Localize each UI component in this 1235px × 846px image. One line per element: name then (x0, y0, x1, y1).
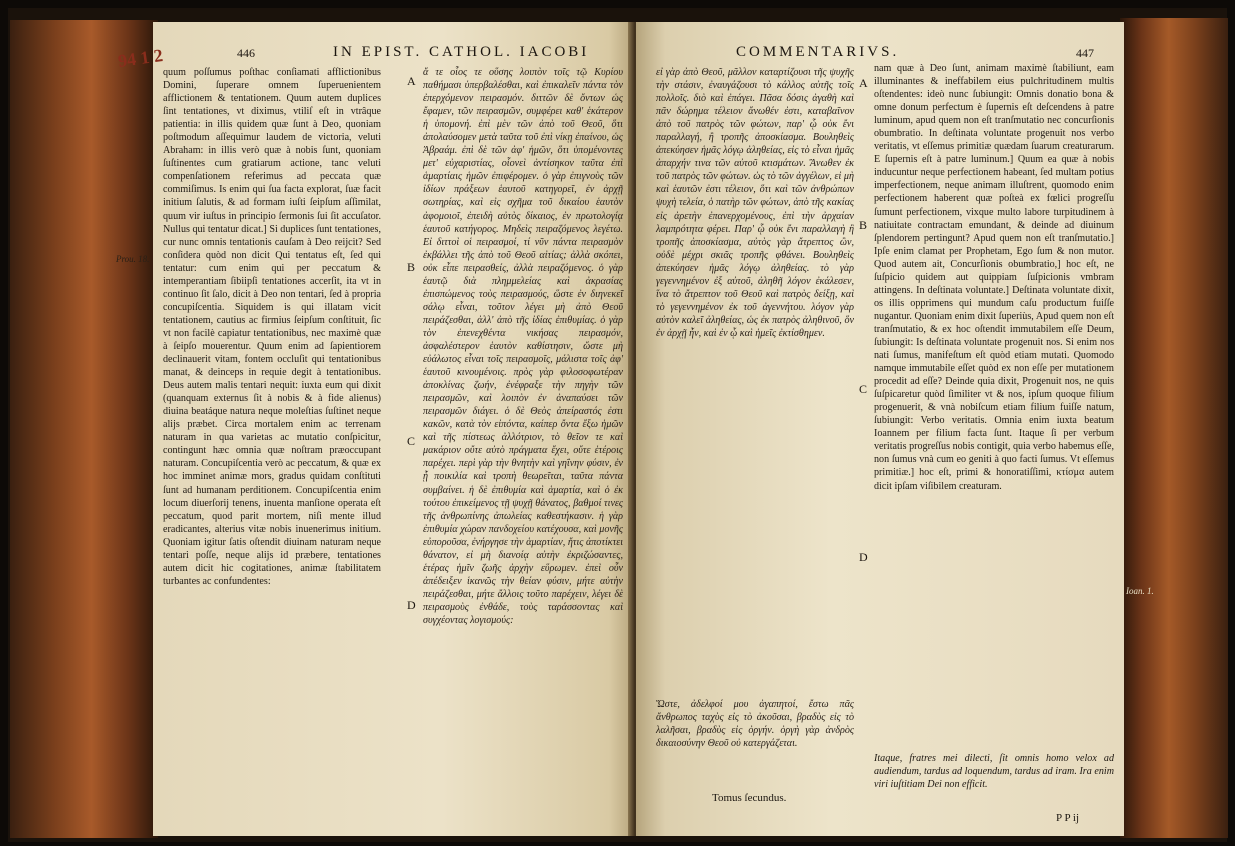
section-letter-c: C (407, 434, 416, 448)
section-letter-c: C (859, 382, 868, 396)
book-spread (8, 8, 1227, 842)
margin-note-right: Ioan. 1. (1126, 586, 1154, 596)
latin-column (163, 66, 381, 828)
catchword: Tomus ſecundus. (712, 792, 787, 804)
right-page-edges (1120, 18, 1228, 838)
section-letter-b: B (859, 218, 868, 232)
section-letter-d: D (407, 598, 416, 612)
left-page (153, 22, 633, 836)
running-head: IN EPIST. CATHOL. IACOBI (333, 44, 590, 60)
section-letter-a: A (407, 74, 416, 88)
margin-note-left: Prou. 18. (116, 254, 150, 264)
greek-verse-text: Ὥστε, ἀδελφοί μου ἀγαπητοί, ἔστω πᾶς ἄνθρωπος ταχὺς εἰς τὸ ἀκοῦσαι, βραδὺς εἰς τὸ λαλῆσαι, βραδὺς εἰς ὀργήν. ὀργὴ γὰρ ἀνδρὸς δικαιοσύνην Θεοῦ οὐ κατεργάζεται. (656, 699, 854, 750)
greek-column (656, 66, 854, 786)
greek-column (423, 66, 623, 828)
section-letter-a: A (859, 76, 868, 90)
margin-ink-annotation: 94 1 2 (116, 44, 165, 72)
latin-text: quum poſſumus poſthac conſiamati afflictionibus Domini, ſuperare omnem ſuperuenientem afflictionem & tentationem. Quum autem duplices ſint tentationes, vt diximus, vtiliſ eſt in vtrâque patientia: in illis quidem quæ ſunt à Deo, quoniam poſtmodum aſſequimur laudem de victoria, veluti Abraham: in illis verò quæ à nobis ſunt, quoniam ſuſtinentes cum gratiarum actione, tanc veluti compenſationem referimus ad peccata quæ commiſimus. Is enim qui ſua facta explorat, ſuæ facit initium ſalutis, & ad formam iuſti ſeipſum aſſimilat, quum vir iuſtus in principio ſermonis ſui ſit accuſator. Nullus qui tentatur dicat.] Si duplices ſunt tentationes, cur nunc omnis tentationis cauſam à Deo reijcit? Sed conſidera quòd non dicit Qui tentatus eſt, ſed qui tentatur: cum enim qui per peccatum & intemperantiam ſibiipſi tentationes accerſit, ita vt in continuo ſit ſalo, dicit à Deo non tentari, ſed à propria concupiſcentia. Siquidem is qui illatam vicit tentationem, cautius ac firmius ſeipſum conſtituit, ſic vt non facilè capiatur tentationibus, nec maximè quæ à ſeipſo mouerentur. Quum enim ad ſapientiorem declinauerit vitam, fontem occluſit qui tentationibus manat, & deinceps in requie degit à tentationibus. Deus autem malis tentari nequit: iuxta eum qui dixit (quanquam externus ſit à nobis & à fide alienus) diuina beatáque natura neque moleſtias ſuſtinet neque alijs præbet. Circa mortalem enim ac terrenam naturam in qua varietas ac mutatio conſpicitur, contingunt hæc omnia quæ noſtram præoccupant naturam. Concupiſcentia verò ac peccatum, & quæ ex hoc imminet animæ mors, gradus quidam conſtituti ſunt ad humanam perditionem. Concupiſcentia enim locum diuerſorij tenens, inuenta manſione operata eſt peccatum, quod parit mortem, niſi mente illud eradicantes, alterius vitæ nobis inuenerimus initium. Quoniam igitur ſatis oſtendit diuinam naturam neque tentari poſſe, neque alijs id præbere, tentationes autem dicit hic cogitationes, animæ ſtabilitatem turbantes ac confundentes: (163, 67, 381, 587)
latin-closing-verse (874, 752, 1114, 812)
page-number: 446 (237, 46, 255, 60)
section-letter-d: D (859, 550, 868, 564)
latin-column (874, 62, 1114, 798)
section-letter-b: B (407, 260, 416, 274)
running-head: COMMENTARIVS. (736, 44, 900, 60)
greek-text: ἅ τε οἷος τε οὕσης λοιπὸν τοῖς τῷ Κυρίου παθήμασι ὑπερβαλέσθαι, καὶ ἐπικαλεῖν πάντα τὸν ἐπερχόμενον πειρασμόν. διττῶν δὲ ὄντων ὡς ἔφαμεν, τῶν πειρασμῶν, συμφέρει καθ' ἑκάτερον ἡ ὑπομονή. ἐπὶ μὲν τῶν ἀπὸ τοῦ Θεοῦ, ὅτι ἀπολαύσομεν μετὰ ταῦτα τοῦ ἐπὶ νίκῃ ἐπαίνου, ὡς Ἀβραάμ. ἐπὶ δὲ τῶν ἀφ' ἡμῶν, ὅτι ὑπομένοντες μετ' εὐχαριστίας, οἷονεὶ ἀντίσηκον ταῦτα ἐπὶ ἁμαρτίαις ἡμῶν ἐπιφέρομεν. ὁ γὰρ ἐπιγνοὺς τῶν ἰδίων πράξεων ἑαυτοῦ κατηγορεῖ, ἐν ἀρχῇ σωτηρίας, καὶ εἰς σχῆμα τοῦ δικαίου ἑαυτὸν ἀφομοιοῖ, ἐπειδὴ αὐτὸς δίκαιος, ἐν πρωτολογίᾳ ἑαυτοῦ κατήγορος. Μηδεὶς πειραζόμενος λεγέτω. Εἰ διττοὶ οἱ πειρασμοί, τί νῦν πάντα πειρασμὸν ἐκβάλλει τῆς ἀπὸ τοῦ Θεοῦ αἰτίας; ἀλλὰ σκόπει, οὐκ εἶπε πειρασθείς, ἀλλὰ πειραζόμενος. ὁ γὰρ ἑαυτῷ διὰ πλημμελείας καὶ ἀκρασίας ἐπισπώμενος τοὺς πειρασμούς, ὥστε ἐν διηνεκεῖ σάλῳ εἶναι, τοῦτον λέγει μὴ ἀπὸ Θεοῦ πειράζεσθαι, ἀλλ' ἀπὸ τῆς ἰδίας ἐπιθυμίας. ὁ γὰρ τὸν ἐπενεχθέντα νικήσας πειρασμόν, ἀσφαλέστερον ἑαυτὸν καθίστησιν, ὥστε μὴ εὐάλωτος εἶναι τοῖς πειρασμοῖς, μάλιστα τοῖς ἀφ' ἑαυτοῦ κινουμένοις. πρὸς γὰρ φιλοσοφωτέραν ἀποκλίνας ζωήν, ἐνέφραξε τὴν πηγὴν τῶν πειρασμῶν, καὶ λοιπὸν ἐν ἀναπαύσει τῶν πειρασμῶν διάγει. ὁ δὲ Θεὸς ἀπείραστός ἐστι κακῶν, κατὰ τὸν εἰπόντα, καίπερ ὄντα ἔξω ἡμῶν καὶ τῆς πίστεως ἀλλότριον, τὸ θεῖον τε καὶ μακάριον οὔτε αὐτὸ πράγματα ἔχει, οὔτε ἑτέροις παρέχει. περὶ γὰρ τὴν θνητὴν καὶ γηΐνην φύσιν, ἐν ᾗ ποικιλία καὶ τροπὴ θεωρεῖται, ταῦτα πάντα συμβαίνει. ἡ δὲ ἐπιθυμία καὶ ἁμαρτία, καὶ ὁ ἐκ τούτου ἐπικείμενος τῇ ψυχῇ θάνατος, βαθμοί τινες τῆς ἀνθρωπίνης ἀπωλείας καθεστήκασιν. ἡ γὰρ ἐπιθυμία χώραν πανδοχείου κατέχουσα, καὶ μονῆς εὐποροῦσα, ἐνήργησε τὴν ἁμαρτίαν, ἥτις ἀποτίκτει θάνατον, εἰ μὴ διανοίᾳ αὐτὴν ἐκριζώσαντες, ἑτέρας ἡμῖν ζωῆς ἀρχὴν εὕρωμεν. ἐπεὶ οὖν ἀπέδειξεν ἱκανῶς τὴν θείαν φύσιν, μήτε αὐτὴν πειράζεσθαι, μήτε ἄλλοις τοῦτο παρέχειν, λέγει δὲ πειρασμοὺς ἐνθάδε, τοὺς ταράσσοντας καὶ συγχέοντας λογισμούς: (423, 67, 623, 626)
greek-closing-verse (656, 698, 854, 786)
latin-verse-text: Itaque, fratres mei dilecti, ſit omnis homo velox ad audiendum, tardus ad loquendum, tardus ad iram. Ira enim viri iuſtitiam Dei non efficit. (874, 753, 1114, 791)
greek-text: εἰ γὰρ ἀπὸ Θεοῦ, μᾶλλον καταρτίζουσι τῆς ψυχῆς τὴν στάσιν, ἐναυγάζουσι τὸ κάλλος αὐτῆς τοῖς πολλοῖς. διὸ καὶ ἐπάγει. Πᾶσα δόσις ἀγαθὴ καὶ πᾶν δώρημα τέλειον ἄνωθέν ἐστι, καταβαῖνον ἀπὸ τοῦ πατρὸς τῶν φώτων, παρ' ᾧ οὐκ ἔνι παραλλαγή, ἢ τροπῆς ἀποσκίασμα. Βουληθεὶς ἀπεκύησεν ἡμᾶς λόγῳ ἀληθείας, εἰς τὸ εἶναι ἡμᾶς ἀπαρχήν τινα τῶν αὐτοῦ κτισμάτων. Ἄνωθεν ἐκ τοῦ πατρὸς τῶν φώτων. ὡς τὸ τῶν ἀγγέλων, εἰ μὴ καὶ ἑαυτῶν ἐστι τέλειον, ὅτι καὶ τῶν ἀνθρώπων ψυχὴ τελεία, ὁ πατὴρ τῶν φώτων, ἀπὸ τῆς κακίας εἰς ἀρετὴν ἐπανερχομένους, ἐπὶ τὴν ἀρχαίαν λαμπρότητα φέρει. Παρ' ᾧ οὐκ ἔνι παραλλαγὴ ἢ τροπῆς ἀποσκίασμα, αὐτὸς γὰρ ἄτρεπτος ὢν, οὐδὲ μέχρι σκιᾶς τροπῆς φθάνει. Βουληθεὶς ἀπεκύησεν ἡμᾶς λόγῳ ἀληθείας. τὸ γὰρ γεγεννημένον ἐξ αὐτοῦ, ἀληθῆ λόγον ἐκάλεσεν, ἵνα τὸ ἄτρεπτον τοῦ Θεοῦ καὶ πατρὸς δείξῃ, καὶ τὸ γεγεννημένον ἐκ τοῦ ἀγεννήτου. λόγον γὰρ αὐτὸν καλεῖ ἀληθείας, ὡς ἐκ πατρὸς ἀληθινοῦ, ὅν ἐν ἀρχῇ ἦν, καὶ ἐν ᾧ καὶ ἡμεῖς ἐκτίσθημεν. (656, 67, 854, 339)
left-page-edges (10, 20, 158, 838)
page-number: 447 (1076, 46, 1094, 60)
signature-mark: P P ij (1056, 812, 1080, 824)
latin-text: nam quæ à Deo ſunt, animam maximè ſtabiliunt, eam illuminantes & ineffabilem eius pulchritudinem multis oſtendentes: ideò nunc ſubiungit: Omnis donatio bona & omne donum perfectum è ſupernis eſt deſcendens à patre luminum, apud quem non eſt tranſmutatio nec concurſionis obumbratio. In deſtinata voluntate progenuit nos verbo veritatis, vt eſſemus primitiæ quædam ſuarum creaturarum. E ſupernis eſt à patre luminum.] Quum ea quæ à nobis inducuntur neque perfectionem habeant, ſed multam potius imperfectionem, neque animam illuſtrent, quomodo enim perfectionem haberent quæ poſteà ex fœlici progreſſu ſumunt perfectionem, vixque multo labore turpitudinem à natiuitate contractam emundant, & deinde ad diuinum ſplendorem pertingunt? Apud quem non eſt tranſmutatio.] Ipſe enim clamat per Prophetam, Ego ſum & non mutor. Quod autem ait, Concurſionis obumbratio,] hoc eſt, ne ſuſpicio quidem aut quippiam ſuſpicionis vmbram attingens. In deſtinata voluntate.] Deſtinata voluntate dixit, os illis opprimens qui mundum caſu productum fuiſſe nugantur. Quoniam enim dixit ſuperiùs, Apud quem non eſt tranſmutatio, & ex hoc oſtendit immutabilem eſſe Deum, ſubiungit: Is deſtinata voluntate progenuit nos. Si enim nos nati ſumus, manifeſtum eſt quòd etiam mutati. Quomodo namque immutabile eſſet quòd ex non eſſe per mutationem procedit ad eſſe? Deinde quia dixit, Progenuit nos, ne quis ſuſpicaretur quòd ſimiliter vt & nos, ipſum quoque filium progenuerit, & vnà nobiſcum etiam filium fuiſſe natum, ſubiungit: Verbo veritatis. Omnia enim iuxta beatum Ioannem per filium facta ſunt. Itaque ſi per verbum veritatis progreſſus nobis contigit, quia verbo habemus eſſe, non ſumus vnà cum eo geniti à quo facti ſumus. Vt eſſemus primitiæ.] hoc eſt, primi & honoratiſſimi, κτίσμα autem dicit ipſam viſibilem creaturam. (874, 63, 1114, 492)
right-page (636, 22, 1124, 836)
